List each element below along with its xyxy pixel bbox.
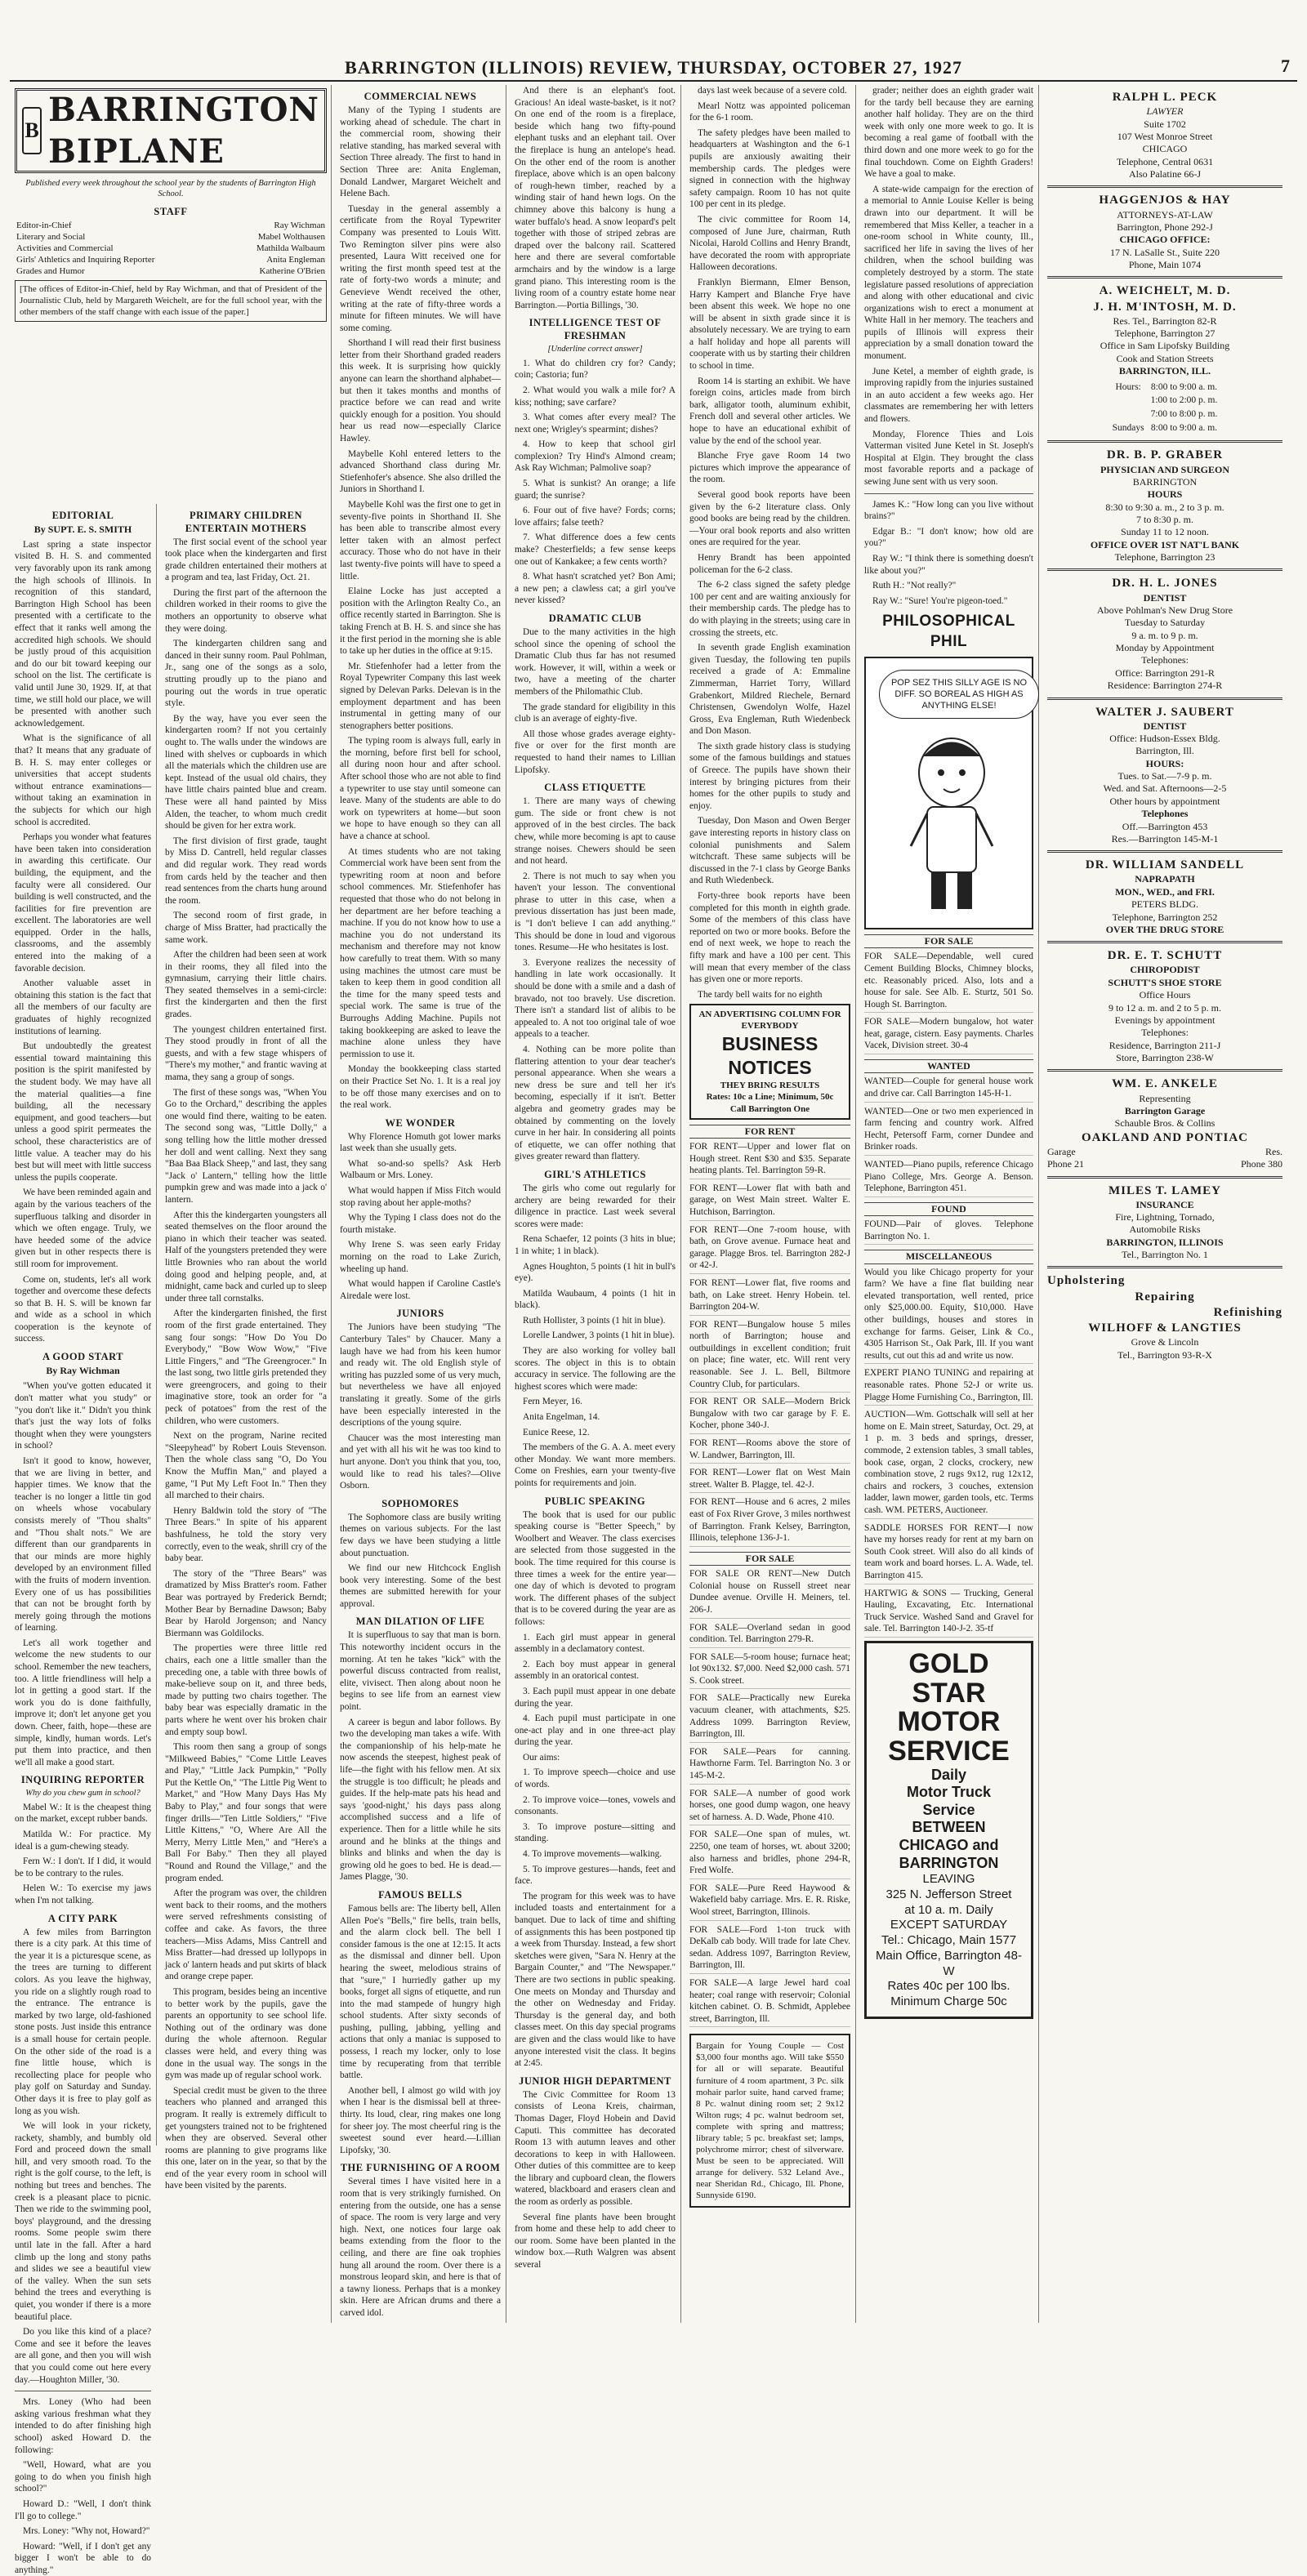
philosophical-phil-cartoon bbox=[864, 657, 1033, 929]
girls-athletics-heading: GIRL'S ATHLETICS bbox=[544, 1168, 646, 1180]
table-row: Grades and Humor Katherine O'Brien bbox=[16, 266, 325, 277]
divider bbox=[864, 493, 1033, 494]
list-item: FOR RENT—Upper and lower flat on Hough street. Rent $30 and $35. Separate heating plants. Tel. Barrington 59-R. bbox=[689, 1141, 850, 1179]
juniors-heading: JUNIORS bbox=[396, 1308, 444, 1320]
card-ankele: WM. E. ANKELE Representing Barrington Garage Schauble Bros. & Collins OAKLAND AND PONTIAC Garage Res. Phone 21 Phone 380 bbox=[1047, 1077, 1282, 1170]
column-7-directory bbox=[1042, 85, 1287, 2323]
card-sandell: DR. WILLIAM SANDELL NAPRAPATH MON., WED., and FRI. PETERS BLDG. Telephone, Barrington 252 OVER THE DRUG STORE bbox=[1085, 858, 1245, 935]
column-1-body: EDITORIAL By SUPT. E. S. SMITH Last spring a state inspector visited B. H. S. and commented very favorably upon its rank among the high schools of Illinois. In recognition of this standard, Barrington High School has been presented with a certificate to the effect that it ranks well among the accredited high schools. We should be justly proud of this acquisition and do our bit toward keeping our school on the list. The certificate is valid until June 30, 1929. If, at that time, we still hold our place, we will be presented with another such acknowledgement. What is the significance of all that? It means that any graduate of B. H. S. may enter colleges or universities that accept students without entrance examinations—without taking an examination in the subjects for which our high school is accredited. Perhaps you wonder what features have been taken into consideration in awarding this certificate. Our building, the equipment, and the faculty were all considered. Our building is well constructed, and the facilities for fire prevention are excellent. The laboratories are well equipped. Order in the halls, classrooms, and the assembly entered into the making of a favorable decision. Another valuable asset in obtaining this station is the fact that all the members of our faculty are graduates of highly recognized institutions of learning. But undoubtedly the greatest essential toward maintaining this position is the spirit manifested by the student body. We may have all the material qualities—a fine building, all the necessary equipment, and good teachers—but unless a good spirit permeates the school, these characteristics are of little value. A teacher may do his best but will meet with little success unless the pupils cooperate. We have been reminded again and again by the various teachers of the superfluous talking and disorder in which we often engage. Truly, we have heeded some of the advice given but in other respects there is still room for improvement. Come on, students, let's all work together and overcome these defects so that B. H. S. will be known far and wide as a school in which cooperation is the keynote of success. A GOOD START By Ray Wichman "When you've gotten educated it don't matter what you study" or "you don't like it." Didn't you think that's just the way lots of folks thought when they were youngsters in school? Isn't it good to know, however, that we are living in better, and happier times. We know that the teacher is no longer a little tin god on wheels whose vocabulary consists merely of "Thou shalts" and "Thou shalt nots." We are different than our grandparents in that our minds are more highly developed by an environment filled with the fruits of modern invention. Every one of us has possibilities that can not be brought forth by merely going through the motions of learning. Let's all work together and welcome the new students to our school. Remember the new teachers, too. A little friendliness will help a lot in getting a good start. If the work you do is done faithfully, improve it; don't let anyone get you down. Cheer, faith, hope—these are simple, kindly, human words. Let's put them into practice, and then we'll all make a good start. INQUIRING REPORTER Why do you chew gum in school? Mabel W.: It is the cheapest thing on the market, except rubber bands. Matilda W.: For practice. My ideal is a gum-chewing steady. Fern W.: I don't. If I did, it would be to be contrary to the rules. Helen W.: To exercise my jaws when I'm not talking. A CITY PARK A few miles from Barrington there is a city park. At this time of the year it is a picturesque scene, as the trees are turning to different colors. As you leave the highway, you ride on a slightly rough road to the entrance. The entrance is marked by two large, old-fashioned stone posts. Just inside this entrance is a small house for certain people. On the other side of the road is a fine little house, which is recollecting place for people who play golf on Saturday and Sunday. Other days it is free to play golf as long as you wish. We will look in your rickety, rackety, shambly, and bumbly old Ford and proceed down the small hill, and very smooth road. To the right is the golf course, to the left, is nothing but trees and benches. The creek is a pleasant place to picnic. Then we ride to the swimming pool, boys' playground, and the dressing rooms. Some people swim there until late in the fall. After a hard climb up the long and stony paths and slides we see a beautiful view of the valley. When the sun sets behind the trees and everything is quiet, you wonder if there is a more beautiful place. Do you like this kind of a place? Come and see it before the leaves are all gone, and then you will wish that you could come out here every day.—Houghton Miller, '30. Mrs. Loney (Who had been asking various freshman what they intended to do after finishing high school) asked Howard D. the following: "Well, Howard, what are you going to do when you finish high school?" Howard D.: "Well, I don't think I'll go to college." Mrs. Loney: "Why not, Howard?" Howard: "Well, if I don't get any bigger I won't be able to do anything." bbox=[10, 504, 157, 2146]
staff-table bbox=[15, 220, 327, 277]
biplane-published: Published every week throughout the school year by the students of Barrington High School. bbox=[25, 179, 316, 199]
table-row: Girls' Athletics and Inquiring Reporter Anita Engleman bbox=[16, 255, 325, 265]
primary-heading: PRIMARY CHILDREN ENTERTAIN MOTHERS bbox=[185, 509, 307, 534]
staff-title: STAFF bbox=[154, 205, 188, 217]
list-item: AUCTION—Wm. Gottschalk will sell at her home on E. Main street, Saturday, Oct. 29, at 1 p. m. 3 beds and springs, dresser, commode, 2 extension tables, 3 small tables, book case, organ, 2 clocks, crockery, new combination stove, 2 rugs 9x12, rug 12x12, chairs and rockers, 3 couches, extension ladder, lawn mower, garden tools, etc. Terms cash. WM. PETERS, Auctioneer. bbox=[864, 1409, 1033, 1518]
card-peck: RALPH L. PECK LAWYER Suite 1702 107 West Monroe Street CHICAGO Telephone, Central 0631 Also Palatine 66-J bbox=[1112, 91, 1218, 180]
column-4: And there is an elephant's foot. Gracious! An ideal waste-basket, is it not? On one end of the room is a fireplace, beside which hang two fifty-pound elephant tusks and an elephant tail. Over the fireplace is hung an antelope's head. On the other end of the room is another fireplace, above which is an open balcony of rough-hewn timber, reached by a winding stair of hand hewn logs. On the chimney above this balcony is hung a water buffalo's head. A snow leopard's pelt together with those of striped zebras are draped over the balcony rail. Scattered here and there are several comfortable armchairs and by the window is a large grand piano. This interesting room is the living room of a country estate home near Barrington.—Portia Billings, '30. INTELLIGENCE TEST OF FRESHMAN [Underline correct answer] 1. What do children cry for? Candy; coin; Castoria; fun? 2. What would you walk a mile for? A kiss; nothing; save carfare? 3. What comes after every meal? The next one; Wrigley's spearmint; dishes? 4. How to keep that school girl complexion? Try Hind's Almond cream; Ask Ray Wichman; Palmolive soap? 5. What is sunkist? An orange; a life guard; the sunrise? 6. Four out of five have? Fords; corns; love affairs; false teeth? 7. What difference does a few cents make? Chesterfields; a few sense keeps one out of Kankakee; a few cents worth? 8. What hasn't scratched yet? Bon Ami; a new pen; a clawless cat; a girl you've never kissed? DRAMATIC CLUB Due to the many activities in the high school since the opening of school the Dramatic Club thus far has not resumed work. However, it will, within a week or two, have a meeting of the charter members of the Philomathic Club. The grade standard for eligibility in this club is an average of eighty-five. All those whose grades average eighty-five or over for the first month are requested to hand their names to Lillian Lipofsky. CLASS ETIQUETTE 1. There are many ways of chewing gum. The side or front chew is not approved of in the best circles. The back chew, while more becoming is apt to cause strange noises. Chewers should be seen and not heard. 2. There is not much to say when you haven't your lesson. The conventional phrase to utter in this case, when a previous dissertation has just been made, is "I don't believe I can add anything." This should be done in loud and vigorous tones. Resume—He who hesitates is lost. 3. Everyone realizes the necessity of handling in late work occasionally. It should be done with a smile and a dash of bravado, not too bravely. Use discretion. There isn't a standard list of alibis to be appealed to. A not too original tale of woe appeals to a teacher. 4. Nothing can be more polite than flattering attention to your dear teacher's personal appearance. When she wears a new dress be sure and tell her it's becoming, especially if it isn't. Better algebra and geometry grades may be obtained by commenting on the lovely curve in her hair. In considering all points of etiquette, we can offer nothing that gives greater reward than flattery. GIRL'S ATHLETICS The girls who come out regularly for archery are being rewarded for their diligence in practice. Last week several scores were made: Rena Schaefer, 12 points (3 hits in blue; 1 in white; 1 in black). Agnes Houghton, 5 points (1 hit in bull's eye). Matilda Waubaum, 4 points (1 hit in black). Ruth Hollister, 3 points (1 hit in blue). Lorelle Landwer, 3 points (1 hit in blue). They are also working for volley ball scores. The object in this is to obtain accuracy in service. The following are the highest scores which were made: Fern Meyer, 16. Anita Engelman, 14. Eunice Reese, 12. The members of the G. A. A. meet every other Monday. We want more members. Come on Freshies, earn your twenty-five points for requirements and join. PUBLIC SPEAKING The book that is used for our public speaking course is "Better Speech," by Woolbert and Weaver. The class exercises are selected from those suggested in the book. The time required for this course is three times a week for the entire year—one day of which is devoted to program work. The different phases of the subject that is to be covered during the year are as follows: 1. Each girl must appear in general assembly in a declamatory contest. 2. Each boy must appear in general assembly in an oratorical contest. 3. Each pupil must appear in one debate during the year. 4. Each pupil must participate in one one-act play and in one three-act play during the year. Our aims: 1. To improve speech—choice and use of words. 2. To improve voice—tones, vowels and consonants. 3. To improve posture—sitting and standing. 4. To improve movements—walking. 5. To improve gestures—hands, feet and face. The program for this week was to have included toasts and entertainment for a banquet. Due to lack of time and shifting of assignments this has been postponed tip a week from Thursday. Instead, a few short sketches were given, "Sara N. Henry at the Bargain Counter," and "The Newspaper." There are two sections in public speaking. One meets on Monday and Thursday and the other on Wednesday and Friday. Thursday is the general day, and both classes meet. On this day special programs are given and the class would like to have anyone interested visit the class. It begins at 2:45. JUNIOR HIGH DEPARTMENT The Civic Committee for Room 13 consists of Leona Kreis, chairman, Thomas Dager, Floyd Hobein and David Caputi. This committee has decorated Room 13 with autumn leaves and other decorations to keep in with Halloween. Other duties of this committee are to keep the library and cupboard clean, the flowers watered, blackboard and erasers clean and the room as orderly as possible. Several fine plants have been brought from home and these help to add cheer to our room. Some have been planted in the window box.—Ruth Walgren was absent several bbox=[510, 85, 681, 2323]
list-item: HARTWIG & SONS — Trucking, General Hauling, Excavating, Etc. International Truck Service. Washed Sand and Gravel for sale. Tel. Barrington 140-J-2. 35-tf bbox=[864, 1588, 1033, 1638]
good-start-byline: By Ray Wichman bbox=[46, 1365, 120, 1377]
intelligence-sub: [Underline correct answer] bbox=[547, 345, 643, 354]
for-sale-heading-2: FOR SALE bbox=[864, 934, 1033, 948]
list-item: WANTED—One or two men experienced in farm fencing and country work. Alfred Hecht, Petersoff Farm, corner Dundee and Brinker roads. bbox=[864, 1106, 1033, 1156]
card-schutt: DR. E. T. SCHUTT CHIROPODIST SCHUTT'S SHOE STORE Office Hours 9 to 12 a. m. and 2 to 5 p. m. Evenings by appointment Telephones: Residence, Barrington 211-J Store, Barrington 238-W bbox=[1107, 949, 1223, 1063]
biplane-title: BARRINGTON BIPLANE bbox=[48, 90, 319, 171]
column-5: days last week because of a severe cold. Mearl Nottz was appointed policeman for the 6-1 room. The safety pledges have been mailed to headquarters at Washington and the 6-1 pupils are anxiously awaiting their membership cards. The pledges were signed in connection with the highway safety campaign. Room 10 has not quite 100 per cent in its pledge. The civic committee for Room 14, composed of June Jure, chairman, Ruth Nicolai, Harold Collins and Henry Brandt, have decorated the room with appropriate Halloween decorations. Franklyn Biermann, Elmer Benson, Harry Kampert and Blanche Frye have been absent this week. We hope no one will be absent in sixth grade since it is absolutely necessary. We are trying to earn a half holiday and hope all parents will cooperate with us by starting their children to school in time. Room 14 is starting an exhibit. We have foreign coins, articles made from birch bark, alligator tooth, aluminum exhibit, French doll and several other articles. We hope to have an educational exhibit of value by the end of the school year. Blanche Frye gave Room 14 two pictures which improve the appearance of the room. Several good book reports have been given by the 6-2 literature class. Only good books are being read by the children.—Your oral book reports and also written ones are required for the year. Henry Brandt has been appointed policeman for the 6-2 class. The 6-2 class signed the safety pledge 100 per cent and are waiting anxiously for their membership cards. The pledge has to do with playing in the streets; using care in crossing the streets, etc. In seventh grade English examination given Tuesday, the following ten pupils received a grade of A: Emmaline Zimmerman, Harriet Torry, Willard Grabenkort, Mildred Riechele, Bernard Christensen, Gwendolyn Wolfe, Hazel Gross, Eva Engleman, Ruth Wiedenbeck and Don Mason. The sixth grade history class is studying some of the famous buildings and statues of Greece. The pupils have shown their interest by bringing pictures from their homes for the other pupils to study and enjoy. Tuesday, Don Mason and Owen Berger gave interesting reports in history class on colonial punishments and Salem witchcraft. These same subjects will be discussed in the 7-1 class by George Banks and Ruth Wiedenbeck. Forty-three book reports have been completed for this month in eighth grade. Some of the members of this class have reported on two or more books. Before the end of next week, we hope to reach the fifty mark and have a 100 per cent. This will mean that every member of the class has given one or more reports. The tardy bell waits for no eighth AN ADVERTISING COLUMN FOR EVERYBODY BUSINESS NOTICES THEY BRING RESULTS Rates: 10c a Line; Minimum, 50c Call Barrington One FOR RENT FOR RENT—Upper and lower flat on Hough street. Rent $30 and $35. Separate heating plants. Tel. Barrington 59-R. FOR RENT—Lower flat with bath and garage, on West Main street. Walter E. Hutchison, Barrington. FOR RENT—One 7-room house, with bath, on Grove avenue. Furnace heat and garage. Plagge Bros. tel. Barrington 282-J or 42-J. FOR RENT—Lower flat, five rooms and bath, on Lake street. Henry Hobein. tel. Barrington 204-W. FOR RENT—Bungalow house 5 miles north of Barrington; house and outbuildings in excellent condition; fruit on place; fine water, etc. Will rent very reasonable. See J. L. Bell, Biltmore Country Club, for particulars. FOR RENT OR SALE—Modern Brick Bungalow with two car garage by F. E. Kocher, phone 340-J. FOR RENT—Rooms above the store of W. Landwer, Barrington, Ill. FOR RENT—Lower flat on West Main street. Walter B. Plagge, tel. 42-J. FOR RENT—House and 6 acres, 2 miles east of Fox River Grove, 3 miles northwest of Barrington. Frank Kelsey, Barrington, Illinois, telephone 136-J-1. FOR SALE FOR SALE OR RENT—New Dutch Colonial house on Russell street near Dundee avenue. Orville H. Meiners, tel. 206-J. FOR SALE—Overland sedan in good condition. Tel. Barrington 279-R. FOR SALE—5-room house; furnace heat; lot 90x132. $7,000. Need $2,000 cash. 571 S. Cook street. FOR SALE—Practically new Eureka vacuum cleaner, with attachments, $25. Address 1099. Barrington Review, Barrington, Ill. FOR SALE—Pears for canning. Hawthorne Farm. Tel. Barrington No. 3 or 145-M-2. FOR SALE—A number of good work horses, one good dump wagon, one heavy set of harness. A. D. Wade, Phone 410. FOR SALE—One span of mules, wt. 2250, one team of horses, wt. about 3200; also harness and bridles, phone 294-R, Fred Wolfe. FOR SALE—Pure Reed Haywood & Wakefield baby carriage. Mrs. E. R. Riske, Wool street, Barrington, Illinois. FOR SALE—Ford 1-ton truck with DeKalb cab body. Will trade for late Chev. sedan. Address 1097, Barrington Review, Barrington, Ill. FOR SALE—A large Jewel hard coal heater; coal range with reservoir; Colonial kitchen cabinet. O. B. Schmidt, Applebee street, Barrington, Ill. Bargain for Young Couple — Cost $3,000 four months ago. Will take $550 for all or will separate. Beautiful furniture of 4 room apartment, 3 Pc. silk mohair parlor suite, hand carved frame; 8 Pc. walnut dining room set; 2 9x12 Wilton rugs; 4 pc. walnut bedroom set, complete with spring and mattress; library table; 5 pc. breakfast set; lamps, polychrome mirror; chest of silverware. Must be seen to be appreciated. Will arrange for delivery. 532 Leland Ave., near Sheridan Rd., Chicago, Ill. Phone, Sunnyside 6190. bbox=[685, 85, 856, 2323]
commercial-heading: COMMERCIAL NEWS bbox=[364, 91, 477, 102]
business-notices-banner: AN ADVERTISING COLUMN FOR EVERYBODY BUSINESS NOTICES THEY BRING RESULTS Rates: 10c a Line; Minimum, 50c Call Barrington One bbox=[689, 1004, 850, 1119]
list-item: FOR SALE—Modern bungalow, hot water heat, garage, cistern. Easy payments. Charles Vacek, Division street. 30-4 bbox=[864, 1016, 1033, 1054]
list-item: Would you like Chicago property for your farm? We have a fine flat building near elevated transportation, well rented, price only $25,000.00. Equity, $10,000. Have other buildings, houses and stores in exchange for farms. Geiser, Link & Co., 4305 Harrison St., Oak Park, Ill. If you want results, cut out this ad and write us now. bbox=[864, 1267, 1033, 1365]
list-item: FOR RENT—House and 6 acres, 2 miles east of Fox River Grove, 3 miles northwest of Barrington. Frank Kelsey, Barrington, Illinois, telephone 136-J-1. bbox=[689, 1496, 850, 1546]
column-6: grader; neither does an eighth grader wait for the tardy bell because they are earning another half holiday. They are on the third week with only one more week to go. It is becoming a real game of football with the third down and one more week to go for the final touchdown. Come on Eighth Graders! We have a goal to make. A state-wide campaign for the erection of a memorial to Annie Louise Keller is being drawn into our department. It will be remembered that Miss Keller, a teacher in a one-room school in White county, Ill., sacrificed her life in saving the lives of her children, when the school building was completely destroyed by a storm. The state legislature passed resolutions of appreciation and along with other educational and civic organizations wish to erect a monument at White Hall in her memory. The teachers and pupils of Illinois will express their appreciation by a small donation toward the monument. June Ketel, a member of eighth grade, is improving rapidly from the injuries sustained in an auto accident a few weeks ago. Her classmates are remembering her with letters and flowers. Monday, Florence Thies and Lois Vatterman visited June Ketel in St. Joseph's Hospital at Elgin. They brought the class most favorable reports and a package of sewing June sent with us very soon. James K.: "How long can you live without brains?" Edgar B.: "I don't know; how old are you?" Ray W.: "I think there is something doesn't like about you?" Ruth H.: "Not really?" Ray W.: "Sure! You're pigeon-toed." PHILOSOPHICAL PHIL POP SEZ THIS SILLY AGE IS NO DIFF. SO BOREAL AS HIGH AS ANYTHING ELSE! FOR SALE FOR SALE—Dependable, well cured Cement Building Blocks, Chimney blocks, etc. Reasonably priced. Also, lots and a house for sale. See Alb. E. Sturtz, 501 So. Hough St. Barrington. FOR SALE—Modern bungalow, hot water heat, garage, cistern. Easy payments. Charles Vacek, Division street. 30-4 WANTED WANTED—Couple for general house work and drive car. Call Barrington 145-H-1. WANTED—One or two men experienced in farm fencing and country work. Alfred Hecht, Petersoff Farm, corner Dundee and Brinker roads. WANTED—Piano pupils, reference Chicago Piano College, Mrs. George A. Benson. Telephone, Barrington 451. FOUND FOUND—Pair of gloves. Telephone Barrington No. 1. MISCELLANEOUS Would you like Chicago property for your farm? We have a fine flat building near elevated transportation, well rented, price only $25,000.00. Equity, $10,000. Have other buildings, houses and stores in exchange for farms. Geiser, Link & Co., 4305 Harrison St., Oak Park, Ill. If you want results, cut out this ad and write us now. EXPERT PIANO TUNING and repairing at reasonable rates. Phone 52-J or write us. Plagge Home Furnishing Co., Barrington, Ill. AUCTION—Wm. Gottschalk will sell at her home on E. Main street, Saturday, Oct. 29, at 1 p. m. 3 beds and springs, dresser, commode, 2 extension tables, 3 small tables, book case, organ, 2 clocks, crockery, new combination stove, 2 rugs 9x12, rug 12x12, chairs and rockers, 3 couches, extension ladder, lawn mower, garden tools, etc. Terms cash. WM. PETERS, Auctioneer. SADDLE HORSES FOR RENT—I now have my horses ready for rent at my barn on South Cook street. Will also do all kinds of team work and board horses. L. A. Wade, tel. Barrington 415. HARTWIG & SONS — Trucking, General Hauling, Excavating, Etc. International Truck Service. Washed Sand and Gravel for sale. Tel. Barrington 140-J-2. 35-tf GOLD STAR MOTOR SERVICE Daily Motor Truck Service BETWEEN CHICAGO and BARRINGTON LEAVING 325 N. Jefferson Street at 10 a. m. Daily EXCEPT SATURDAY Tel.: Chicago, Main 1577 Main Office, Barrington 48-W Rates 40c per 100 lbs. Minimum Charge 50c bbox=[859, 85, 1039, 2323]
column-2: PRIMARY CHILDREN ENTERTAIN MOTHERS The first social event of the school year took place when the kindergarten and first grade children entertained their mothers at a program and tea, last Friday, Oct. 21. During the first part of the afternoon the children worked in their rooms to give the mothers an opportunity to observe what they were doing. The kindergarten children sang and danced in their sunny room. Paul Pohlman, Jr., sang one of the songs as a solo, strutting proudly up to the piano and pouring out the words in true operatic style. By the way, have you ever seen the kindergarten room? If not you certainly ought to. The walls under the windows are lined with shelves or cupboards in which all the materials which the children use are kept. Instead of the usual old chairs, they have little chairs painted blue and cream. These were all hand painted by Miss Alden, the teacher, to whom much credit should be given for her extra work. The first division of first grade, taught by Miss D. Cantrell, held regular classes and did regular work. They read words from cards held by the teacher and then read sentences from the charts hung around the room. The second room of first grade, in charge of Miss Bratter, had practically the same work. After the children had been seen at work in their rooms, they all filed into the gymnasium, carrying their little chairs. They seated themselves in a semi-circle: first the kindergarten and then the first grades. The youngest children entertained first. They stood proudly in front of all the guests, and with a few stage whispers of "There's my mother," and frantic waving at mama, they sang a group of songs. The first of these songs was, "When You Go to the Orchard," describing the apples one would find there, waiting to be eaten. The second song was, "Little Dolly," a song telling how the little mother dressed her doll and went calling. Next they sang "Baa Baa Black Sheep," and last, they sang "Jack o' Lantern," telling how the little pumpkin grew and was made into a jack o' lantern. After this the kindergarten youngsters all seated themselves on the floor around the piano in which their teacher was seated. Half of the youngsters pretended they were little Brownies who ran about the world doing good and helping people, and, at midnight, came back and curled up to sleep under three tall cornstalks. After the kindergarten finished, the first room of the first grade entertained. They sang four songs: "How Do You Do Everybody," "Bow Wow Wow," "Five Little Fingers," and "The Greengrocer." In the last song, two little girls pretended they were greengrocers, and going to their imaginative store, took an order for "a peck of potatoes" from the rest of the children, who were customers. Next on the program, Narine recited "Sleepyhead" by Robert Louis Stevenson. Then the whole class sang "O, Do You Know the Muffin Man," and played a game, "I Put My Left Foot In." Then they all marched to their chairs. Henry Baldwin told the story of "The Three Bears." In spite of his apparent bashfulness, he told the story very correctly, even to the weak, shrill cry of the baby bear. The story of the "Three Bears" was dramatized by Miss Bratter's room. Father Bear was portrayed by Frederick Berndt; Mother Bear by Bernadine Dawson; Baby Bear by Harold Jorgenson; and Nancy Biermann was Goldilocks. The properties were three little red chairs, each one a little smaller than the preceding one, a table with three bowls of make-believe soup on it, and three beds, made by putting two chairs together. The baby bear was especially dramatic in the parts where he went over his broken chair and empty soup bowl. This room then sang a group of songs "Milkweed Babies," "Come Little Leaves and Play," "Little Jack Pumpkin," "Polly Put the Kettle On," "The Little Pig Went to Market," and "How Many Days Has My Baby to Play," and four songs that were finger drills—"Ten Little Soldiers," "Five Little Kittens," "O, Where Are All the Merry, Merry Little Men," and "Here's a Ball For Baby." Then they all played "Round and Round the Village," and the program ended. After the program was over, the children went back to their rooms, and the mothers were served refreshments consisting of coffee and cake. As favors, the three teachers—Miss Adams, Miss Cantrell and Miss Bratter—had dressed up lollypops in jack o' lantern heads and put skirts of black and orange crepe paper. This program, besides being an incentive to better work by the pupils, gave the parents an opportunity to see school life. Nothing out of the ordinary was done during the whole afternoon. Regular classes were held, and every thing was done in the usual way. The songs in the gym was made up of regular school work. Special credit must be given to the three teachers who planned and arranged this program. It really is extremely difficult to get youngsters trained not to be frightened when they are observed. Several other rooms are planning to give programs like this one, later on in the year, so that by the end of the year every room in school will have been visited by the parents. bbox=[165, 509, 328, 2191]
table-row: 1:00 to 2:00 p. m. bbox=[1150, 395, 1218, 406]
page-number: 7 bbox=[1281, 56, 1291, 76]
table-row: Hours: 8:00 to 9:00 a. m. bbox=[1115, 381, 1218, 392]
list-item: FOR SALE—Practically new Eureka vacuum cleaner, with attachments, $25. Address 1099. Barrington Review, Barrington, Ill. bbox=[689, 1692, 850, 1742]
biplane-masthead bbox=[15, 88, 327, 173]
list-item: FOR RENT OR SALE—Modern Brick Bungalow with two car garage by F. E. Kocher, phone 340-J. bbox=[689, 1396, 850, 1434]
list-item: FOR RENT—Lower flat on West Main street. Walter B. Plagge, tel. 42-J. bbox=[689, 1467, 850, 1493]
card-weichelt: A. WEICHELT, M. D. J. H. M'INTOSH, M. D. Res. Tel., Barrington 82-R Telephone, Barrington 27 Office in Sam Lipofsky Building Cook and Station Streets BARRINGTON, ILL. Hours: 8:00 to 9:00 a. m. 1:00 to 2:00 p. m. 7:00 to 8:00 p. m. Sundays 8:00 to 9:00 a. m. bbox=[1047, 283, 1282, 435]
list-item: FOR SALE—A large Jewel hard coal heater; coal range with reservoir; Colonial kitchen cabinet. O. B. Schmidt, Applebee street, Barrington, Ill. bbox=[689, 1977, 850, 2027]
dramatic-heading: DRAMATIC CLUB bbox=[548, 613, 642, 624]
list-item: SADDLE HORSES FOR RENT—I now have my horses ready for rent at my barn on South Cook street. Will also do all kinds of team work and board horses. L. A. Wade, tel. Barrington 415. bbox=[864, 1522, 1033, 1584]
wanted-heading: WANTED bbox=[864, 1059, 1033, 1073]
found-heading: FOUND bbox=[864, 1202, 1033, 1216]
hours-table bbox=[1108, 380, 1222, 436]
list-item: FOR SALE—Pears for canning. Hawthorne Farm. Tel. Barrington No. 3 or 145-M-2. bbox=[689, 1746, 850, 1785]
table-row: Literary and Social Mabel Wolthausen bbox=[16, 231, 325, 242]
editorial-heading: EDITORIAL bbox=[51, 509, 114, 521]
furnishing-heading: THE FURNISHING OF A ROOM bbox=[340, 2162, 501, 2174]
bells-heading: FAMOUS BELLS bbox=[378, 1888, 462, 1901]
list-item: FOR SALE—A number of good work horses, one good dump wagon, one heavy set of harness. A. D. Wade, Phone 410. bbox=[689, 1788, 850, 1826]
column-3: COMMERCIAL NEWS Many of the Typing I students are working ahead of schedule. The chart in the commercial room, showing their relative standing, has marked several with Section Three already. The first to hand in Section Three are: Anita Engleman, Donald Landwer, Margaret Weichelt and Helene Bach. Tuesday in the general assembly a certificate from the Royal Typewriter Company was presented to Louis Witt. Two Remington silver pins were also presented, Laura Witt received one for writing the first month speed test at the rate of forty-two words a minute; and Genevieve Wendt received the other, writing at the rate of fifty-three words a minute for fifteen minutes. We will have some coming. Shorthand I will read their first business letter from their Shorthand graded readers this week. It is surprising how quickly anyone can learn the shorthand alphabet—but then it takes months and months of practice before we can read and write quickly enough for a position. You should hear us read now—especially Clarice Hawley. Maybelle Kohl entered letters to the advanced Shorthand class during Mr. Stiefenhofer's absence. She also drilled the Juniors in Shorthand I. Maybelle Kohl was the first one to get in seventy-five points in Shorthand II. She has been able to transcribe almost every letter taken with an almost perfect accuracy. Those who do not have in their last twenty-five points will have to speed a little. Elaine Locke has just accepted a position with the Arlington Realty Co., an office recently started in Barrington. She is taking French at B. H. S. and since she has it the first period in the morning she is able to take up her duties in the office at 9:15. Mr. Stiefenhofer had a letter from the Royal Typewriter Company this last week signed by Delevan Parks. Delevan is in the employment department and has been instrumental in getting many of our stenographers better positions. The typing room is always full, early in the morning, before first bell for school, all during noon hour and after school. After school those who are not able to find a typewriter to use stay until someone can leave. Many of the students are able to do work on typewriters at home—but soon we hope to have enough so they can all have a chance at school. At times students who are not taking Commercial work have been sent from the typewriting room at noon and before school commences. Mr. Stiefenhofer has requested that those who do not belong in her department are her before teaching a machine. If you do not know how to use a machine you do not understand its mechanism and therefore may not know how carefully to treat them. With so many using machines the utmost care must be taken to keep them in good condition all the time for the many speed tests and special work. The same is true of the Burroughs Adding Machine. Pupils not taking bookkeeping are asked to leave the machine alone unless they have permission to use it. Monday the bookkeeping class started on their Practice Set No. 1. It is a real joy to be off those many exercises and on to the real work. WE WONDER Why Florence Homuth got lower marks last week than she usually gets. What so-and-so spells? Ask Herb Walbaum or Mrs. Loney. What would happen if Miss Fitch would stop raving about her apple-moths? Why the Typing I class does not do the fourth mistake. Why Irene S. was seen early Friday morning on the road to Lake Zurich, wheeling up hand. What would happen if Caroline Castle's Airedale were lost. JUNIORS The Juniors have been studying "The Canterbury Tales" by Chaucer. Many a laugh have we had from his keen humor and ready wit. The old English style of writing has puzzled some of us very much, but nevertheless we have all enjoyed translating it greatly. Some of the girls have been especially interested in the descriptions of the young squire. Chaucer was the most interesting man and yet with all his wit he was too kind to hurt anyone. Don't you think that you, too, would like to read his tales?—Olive Osborn. SOPHOMORES The Sophomore class are busily writing themes on various subjects. For the last few days we have been studying a little about punctuation. We find our new Hitchcock English book very interesting. Some of the best themes are submitted herewith for your approval. MAN DILATION OF LIFE It is superfluous to say that man is born. This noteworthy incident occurs in the morning. At ten he takes "kick" with the powerful discuss contracted from realist, elite, vivisect. Then along about noon he begins to see life from an earnest view point. A career is begun and labor follows. By two the developing man takes a wife. With the companionship of his help-mate he now ascends the steepest, highest peak of life—the fight with his fellow men. At six the struggle is too difficult; he pleads and guides. If the help-mate pats his head and says 'good-night,' his days pass along accomplished success and a life of experience. Then for a little while he sits around and he blinks at the things and blinks and blinks and when the day is growing old he goes to bed. He is dead.—James Plagge, '30. FAMOUS BELLS Famous bells are: The liberty bell, Allen Allen Poe's "Bells," fire bells, train bells, and the alarm clock bell. The bell I consider famous is the one at 12:15. It acts as the dismissal and dinner bell. Upon hearing the sweet, melodious strains of that "sure," I hurriedly gather up my books, forget all signs of etiquette, and run into the mad stampede of hungry high school students. After sixty seconds of pushing, pulling, jabbing, yelling and actions that only a maniac is supposed to possess, I reach my locker, only to lose time by recuperating from that terrible battle. Another bell, I almost go wild with joy when I hear is the dismissal bell at three-thirty. Its loud, clear, ring makes one long for sheer joy. The most cheerful ring is the sweetest sound ever heard.—Lillian Lipofsky, '30. THE FURNISHING OF A ROOM Several times I have visited here in a room that is very strikingly furnished. On entering from the outside, one has a sense of space. The room is very large and very high. Next, one notices four large oak beams extending from the floor to the ceiling, and there are fine oak trophies hung all around the room. Over there is a monstrous leopard skin, and here is that of a tawny lioness. Perhaps that is a monkey skin. Here are African drums and there a carved idol. bbox=[335, 85, 506, 2323]
list-item: FOR RENT—Lower flat with bath and garage, on West Main street. Walter E. Hutchison, Barrington. bbox=[689, 1183, 850, 1221]
inquiring-heading: INQUIRING REPORTER bbox=[20, 1774, 145, 1786]
card-graber: DR. B. P. GRABER PHYSICIAN AND SURGEON BARRINGTON HOURS 8:30 to 9:30 a. m., 2 to 3 p. m. 7 to 8:30 p. m. Sunday 11 to 12 noon. OFFICE OVER 1ST NAT'L BANK Telephone, Barrington 23 bbox=[1090, 448, 1240, 564]
staff-note: [The offices of Editor-in-Chief, held by Ray Wichman, and that of President of the Journalistic Club, held by Margareth Weichelt, are for the full school year, with the other members of the staff change with each issue of the paper.] bbox=[15, 280, 327, 321]
philosophical-phil-title: PHILOSOPHICAL PHIL bbox=[882, 613, 1015, 650]
list-item: EXPERT PIANO TUNING and repairing at reasonable rates. Phone 52-J or write us. Plagge Home Furnishing Co., Barrington, Ill. bbox=[864, 1367, 1033, 1406]
card-haggenjos: HAGGENJOS & HAY ATTORNEYS-AT-LAW Barrington, Phone 292-J CHICAGO OFFICE: 17 N. LaSalle St., Suite 220 Phone, Main 1074 bbox=[1099, 194, 1231, 270]
list-item: FOR SALE OR RENT—New Dutch Colonial house on Russell street near Dundee avenue. Orville H. Meiners, tel. 206-J. bbox=[689, 1568, 850, 1618]
list-item: FOR SALE—One span of mules, wt. 2250, one team of horses, wt. about 3200; also harness and bridles, phone 294-R, Fred Wolfe. bbox=[689, 1829, 850, 1879]
list-item: FOR RENT—Rooms above the store of W. Landwer, Barrington, Ill. bbox=[689, 1437, 850, 1464]
city-park-heading: A CITY PARK bbox=[47, 1912, 118, 1924]
intelligence-heading: INTELLIGENCE TEST OF FRESHMAN bbox=[529, 317, 662, 342]
card-lamey: MILES T. LAMEY INSURANCE Fire, Lightning, Tornado, Automobile Risks BARRINGTON, ILLINOIS Tel., Barrington No. 1 bbox=[1106, 1183, 1224, 1261]
card-jones: DR. H. L. JONES DENTIST Above Pohlman's New Drug Store Tuesday to Saturday 9 a. m. to 9 p. m. Monday by Appointment Telephones: Office: Barrington 291-R Residence: Barrington 274-R bbox=[1096, 577, 1233, 692]
speaking-heading: PUBLIC SPEAKING bbox=[544, 1495, 646, 1507]
list-item: WANTED—Piano pupils, reference Chicago Piano College, Mrs. George A. Benson. Telephone, Barrington 451. bbox=[864, 1159, 1033, 1197]
good-start-heading: A GOOD START bbox=[42, 1351, 124, 1363]
list-item: FOR RENT—Lower flat, five rooms and bath, on Lake street. Henry Hobein. tel. Barrington 204-W. bbox=[689, 1277, 850, 1316]
editorial-byline: By SUPT. E. S. SMITH bbox=[33, 523, 132, 535]
masthead-line: BARRINGTON (ILLINOIS) REVIEW, THURSDAY, OCTOBER 27, 1927 bbox=[345, 57, 962, 78]
cartoon-boy-icon bbox=[899, 724, 1005, 920]
for-sale-heading: FOR SALE bbox=[689, 1552, 850, 1566]
for-rent-heading: FOR RENT bbox=[689, 1125, 850, 1139]
masthead bbox=[10, 56, 1297, 82]
dilation-heading: MAN DILATION OF LIFE bbox=[355, 1616, 485, 1628]
table-row: Sundays 8:00 to 9:00 a. m. bbox=[1112, 422, 1218, 433]
inquiring-question: Why do you chew gum in school? bbox=[25, 1789, 141, 1798]
etiquette-heading: CLASS ETIQUETTE bbox=[544, 782, 646, 794]
card-wilhoff: Upholstering Repairing Refinishing WILHOFF & LANGTIES Grove & Lincoln Tel., Barrington 93-R-X bbox=[1047, 1274, 1282, 1361]
biplane-logo-icon: B bbox=[22, 107, 42, 154]
list-item: FOR RENT—One 7-room house, with bath, on Grove avenue. Furnace heat and garage. Plagge Bros. tel. Barrington 282-J or 42-J. bbox=[689, 1224, 850, 1274]
columns bbox=[10, 85, 1297, 2575]
sophomores-heading: SOPHOMORES bbox=[381, 1497, 459, 1509]
table-row: Activities and Commercial Mathilda Walbaum bbox=[16, 243, 325, 254]
column-1 bbox=[10, 85, 332, 2575]
list-item: FOR SALE—Ford 1-ton truck with DeKalb cab body. Will trade for late Chev. sedan. Address 1097, Barrington Review, Barrington, Ill. bbox=[689, 1924, 850, 1974]
wonder-heading: WE WONDER bbox=[385, 1116, 456, 1129]
table-row: 7:00 to 8:00 p. m. bbox=[1150, 408, 1218, 419]
junior-dept-heading: JUNIOR HIGH DEPARTMENT bbox=[519, 2075, 671, 2087]
list-item: FOR SALE—Overland sedan in good condition. Tel. Barrington 279-R. bbox=[689, 1622, 850, 1648]
list-item: FOR RENT—Bungalow house 5 miles north of Barrington; house and outbuildings in excellent condition; fruit on place; fine water, etc. Will rent very reasonable. See J. L. Bell, Biltmore Country Club, for particulars. bbox=[689, 1319, 850, 1393]
bargain-ad: Bargain for Young Couple — Cost $3,000 four months ago. Will take $550 for all or will separate. Beautiful furniture of 4 room apartment, 3 Pc. silk mohair parlor suite, hand carved frame; 8 Pc. walnut dining room set; 2 9x12 Wilton rugs; 4 pc. walnut bedroom set, complete with spring and mattress; library table; 5 pc. breakfast set; lamps, polychrome mirror; chest of silverware. Must be seen to be appreciated. Will arrange for delivery. 532 Leland Ave., near Sheridan Rd., Chicago, Ill. Phone, Sunnyside 6190. bbox=[689, 2034, 850, 2208]
list-item: FOR SALE—Dependable, well cured Cement Building Blocks, Chimney blocks, etc. Reasonably priced. Also, lots and a house for sale. See Alb. E. Sturtz, 501 So. Hough St. Barrington. bbox=[864, 951, 1033, 1013]
list-item: FOR SALE—5-room house; furnace heat; lot 90x132. $7,000. Need $2,000 cash. 571 S. Cook street. bbox=[689, 1651, 850, 1690]
speech-bubble: POP SEZ THIS SILLY AGE IS NO DIFF. SO BOREAL AS HIGH AS ANYTHING ELSE! bbox=[879, 670, 1039, 719]
table-row: Editor-in-Chief Ray Wichman bbox=[16, 220, 325, 230]
misc-heading: MISCELLANEOUS bbox=[864, 1250, 1033, 1263]
list-item: WANTED—Couple for general house work and drive car. Call Barrington 145-H-1. bbox=[864, 1076, 1033, 1102]
list-item: FOUND—Pair of gloves. Telephone Barrington No. 1. bbox=[864, 1219, 1033, 1245]
list-item: FOR SALE—Pure Reed Haywood & Wakefield baby carriage. Mrs. E. R. Riske, Wool street, Barrington, Illinois. bbox=[689, 1883, 850, 1921]
card-saubert: WALTER J. SAUBERT DENTIST Office: Hudson-Essex Bldg. Barrington, Ill. HOURS: Tues. to Sat.—7-9 p. m. Wed. and Sat. Afternoons—2-5 Other hours by appointment Telephones Off.—Barrington 453 Res.—Barrington 145-M-1 bbox=[1095, 705, 1234, 845]
gold-star-ad: GOLD STAR MOTOR SERVICE Daily Motor Truck Service BETWEEN CHICAGO and BARRINGTON LEAVING 325 N. Jefferson Street at 10 a. m. Daily EXCEPT SATURDAY Tel.: Chicago, Main 1577 Main Office, Barrington 48-W Rates 40c per 100 lbs. Minimum Charge 50c bbox=[864, 1641, 1033, 2019]
